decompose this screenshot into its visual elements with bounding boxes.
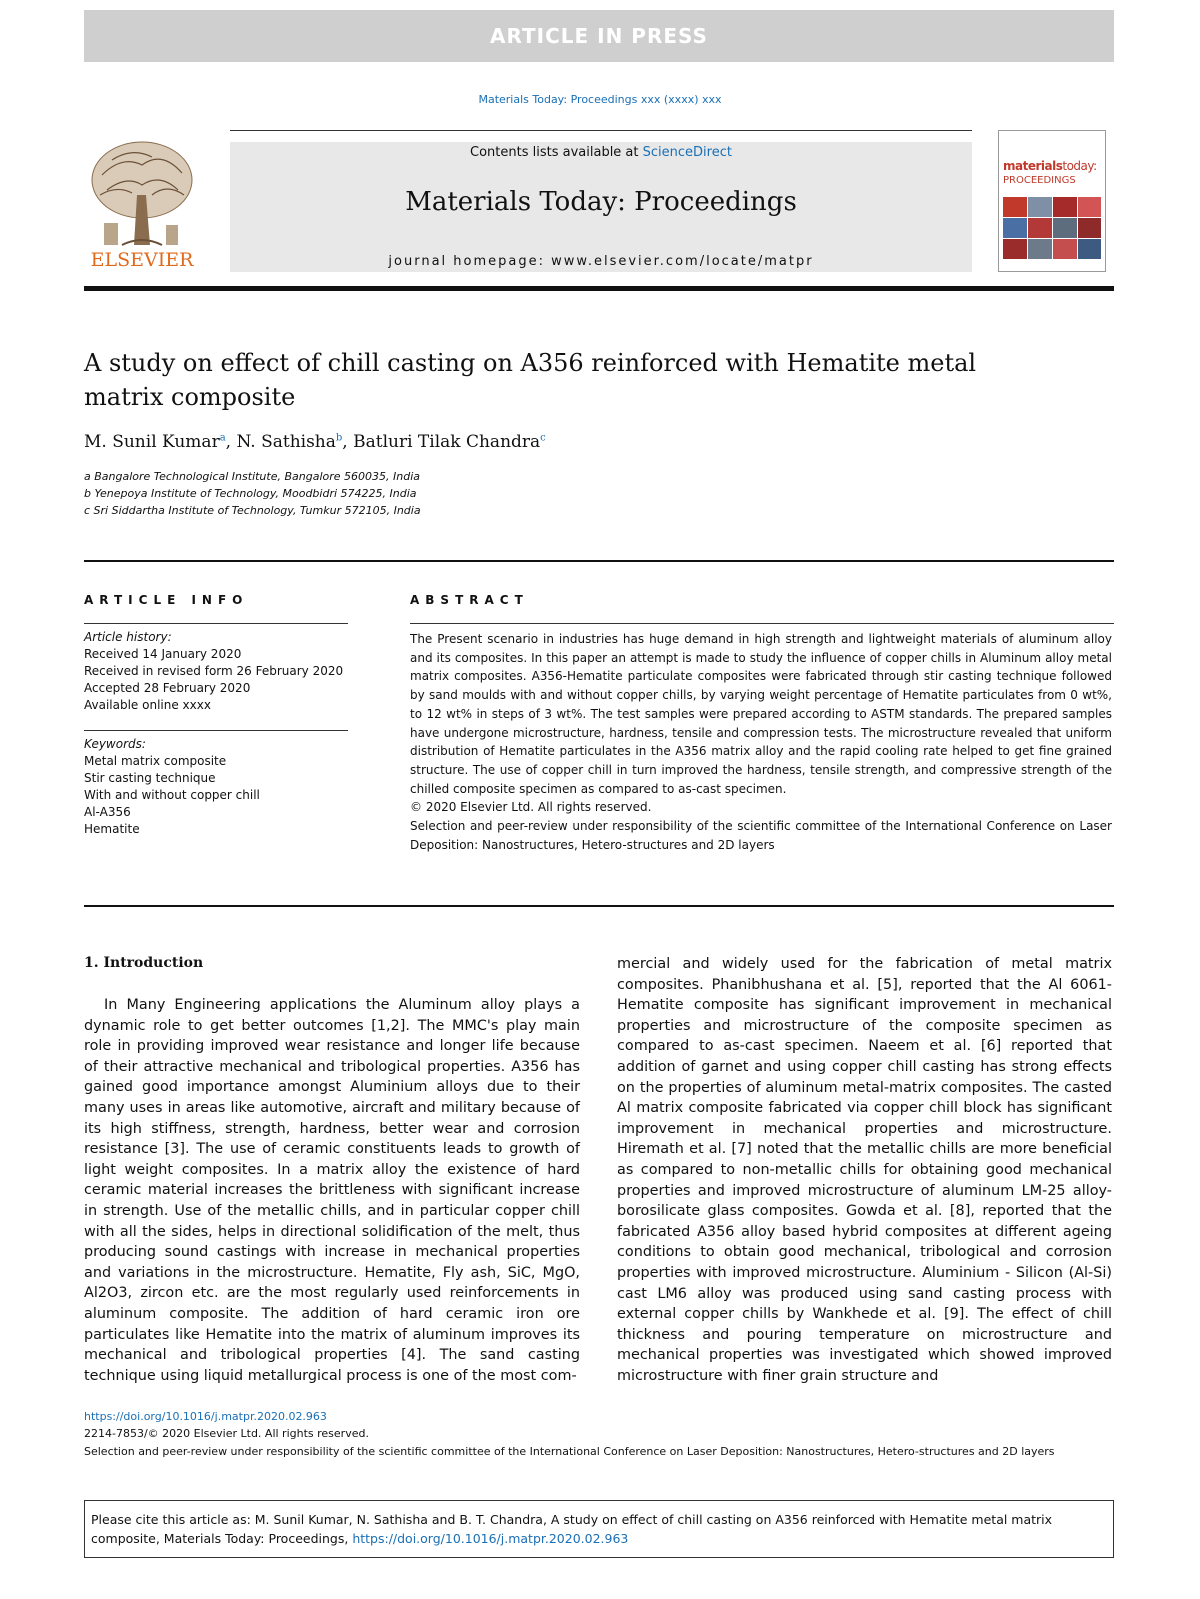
citation-text [91, 1510, 1107, 1548]
introduction-heading: 1. Introduction [84, 955, 204, 971]
abstract-paragraph: The Present scenario in industries has huge demand in high strength and lightweight materials of aluminum alloy and its composites. In this paper an attempt is made to study the influence of copper chills in Aluminum alloy metal matrix composites. A356-Hematite particulate composites were fabricated through stir casting technique followed by sand moulds with and without copper chills, by varying weight percentage of Hematite particulates from 0 wt%, to 12 wt% in steps of 3 wt%. The test samples were prepared according to ASTM standards. The prepared samples have undergone microstructure, hardness, tensile and compression tests. The microstructure revealed that uniform distribution of Hematite particulates in the A356 matrix alloy and the rapid cooling rate helped to get fine grained structure. The use of copper chill in turn improved the hardness, tensile strength, and compressive strength of the chilled composite specimen as compared to as-cast specimen. [410, 632, 1112, 796]
footer-selection-note: Selection and peer-review under responsibility of the scientific committee of the International Conference on Laser Deposition: Nanostructures, Hetero-structures and 2D layers [84, 1445, 1055, 1458]
citation-box [84, 1500, 1114, 1558]
issn-line: 2214-7853/© 2020 Elsevier Ltd. All rights reserved. [84, 1427, 369, 1440]
cover-title-bold: materials [1003, 159, 1063, 173]
journal-homepage[interactable]: journal homepage: www.elsevier.com/locate/matpr [388, 254, 814, 269]
affiliation-c: c Sri Siddartha Institute of Technology, Tumkur 572105, India [84, 504, 421, 517]
section-rule [84, 905, 1114, 907]
history-accepted: Accepted 28 February 2020 [84, 681, 251, 695]
keywords-rule [84, 730, 348, 731]
article-info-rule [84, 623, 348, 624]
abstract-copyright: © 2020 Elsevier Ltd. All rights reserved. [410, 800, 652, 815]
keyword: Metal matrix composite [84, 754, 227, 768]
author-list: M. Sunil Kumar$^a$, N. Sathisha$^b$, Batluri Tilak Chandra$^c$ [84, 432, 546, 452]
abstract-body [410, 630, 1112, 854]
history-online: Available online xxxx [84, 698, 211, 712]
abstract-rule [410, 623, 1114, 624]
cover-mosaic-icon [1003, 197, 1101, 261]
history-label: Article history: [84, 630, 172, 644]
journal-reference-link[interactable]: Materials Today: Proceedings xxx (xxxx) xxx [478, 93, 722, 106]
journal-header-box [230, 142, 972, 272]
elsevier-wordmark: ELSEVIER [90, 249, 194, 271]
cover-title [1003, 159, 1097, 173]
author-affil-marker[interactable]: a [219, 432, 226, 444]
article-in-press-banner [84, 10, 1114, 62]
author-affil-marker[interactable]: c [540, 432, 546, 444]
keyword: Stir casting technique [84, 771, 216, 785]
affiliation-b: b Yenepoya Institute of Technology, Moodbidri 574225, India [84, 487, 417, 500]
contents-line [230, 145, 972, 160]
citation-doi-link[interactable]: https://doi.org/10.1016/j.matpr.2020.02.963 [352, 1531, 629, 1546]
contents-prefix: Contents lists available at [470, 145, 643, 160]
cover-title-thin: today: [1062, 159, 1097, 173]
intro-right-column: mercial and widely used for the fabrication of metal matrix composites. Phanibhushana et al. [5], reported that the Al 6061-Hematite composite has significant improvement in mechanical properties and microstructure of the composite specimen as compared to as-cast specimen. Naeem et al. [6] reported that addition of garnet and using copper chill casting has strong effects on the properties of aluminum metal-matrix composites. The casted Al matrix composite fabricated via copper chill block has significant improvement in mechanical properties and microstructure. Hiremath et al. [7] noted that the metallic chills are more beneficial as compared to non-metallic chills for obtaining good mechanical properties and improved microstructure of aluminum LM-25 alloy-borosilicate glass composites. Gowda et al. [8], reported that the fabricated A356 alloy based hybrid composites at different ageing conditions to obtain good mechanical, tribological and corrosion properties with improved microstructure. Aluminium - Silicon (Al-Si) cast LM6 alloy was produced using sand casting process with external copper chills by Wankhede et al. [9]. The effect of chill thickness and pouring temperature on microstructure and mechanical properties was investigated which showed improved microstructure with finer grain structure and [617, 956, 1112, 1384]
keyword: Hematite [84, 822, 140, 836]
journal-cover-image [998, 130, 1106, 272]
intro-left-column: In Many Engineering applications the Aluminum alloy plays a dynamic role to get better outcomes [1,2]. The MMC's play main role in providing improved wear resistance and longer life because of their attractive mechanical and tribological properties. A356 has gained good importance amongst Aluminium alloys due to their many uses in areas like automotive, aircraft and military because of its high stiffness, strength, hardness, better wear and corrosion resistance [3]. The use of ceramic constituents leads to growth of light weight composites. In a matrix alloy the existence of hard ceramic material increases the brittleness with significant increase in strength. Use of the metallic chills, and in particular copper chill with all the sides, helps in directional solidification of the melt, thus producing sound castings with increase in mechanical properties and variations in the microstructure. Hematite, Fly ash, SiC, MgO, Al2O3, zircon etc. are the most regularly used reinforcements in aluminum composite. The addition of hard ceramic iron ore particulates like Hematite into the matrix of aluminum improves its mechanical and tribological properties [4]. The sand casting technique using liquid metallurgical process is one of the most com- [84, 997, 580, 1384]
journal-title: Materials Today: Proceedings [405, 187, 797, 217]
section-rule [84, 560, 1114, 562]
author-name[interactable]: M. Sunil Kumar [84, 432, 220, 452]
doi-link[interactable]: https://doi.org/10.1016/j.matpr.2020.02.963 [84, 1410, 327, 1423]
sciencedirect-link[interactable]: ScienceDirect [642, 145, 732, 160]
history-revised: Received in revised form 26 February 2020 [84, 664, 344, 678]
cover-subtitle: PROCEEDINGS [1003, 175, 1076, 186]
author-affil-marker[interactable]: b [335, 432, 343, 444]
keywords-label: Keywords: [84, 737, 146, 751]
abstract-selection: Selection and peer-review under responsibility of the scientific committee of the International Conference on Laser Deposition: Nanostructures, Hetero-structures and 2D layers [410, 819, 1112, 852]
affiliation-a: a Bangalore Technological Institute, Bangalore 560035, India [84, 470, 421, 483]
author-name[interactable]: N. Sathisha [236, 432, 336, 452]
citation-body: Please cite this article as: M. Sunil Kumar, N. Sathisha and B. T. Chandra, A study on effect of chill casting on A356 reinforced with Hematite metal matrix composite, Materials Today: Proceedings, [91, 1512, 1053, 1546]
keyword: Al-A356 [84, 805, 131, 819]
article-title: A study on effect of chill casting on A356 reinforced with Hematite metal matrix composite [84, 349, 977, 411]
header-top-rule [230, 130, 972, 131]
article-info-heading: ARTICLE INFO [84, 593, 249, 607]
abstract-heading: ABSTRACT [410, 593, 529, 607]
elsevier-logo [82, 135, 202, 275]
history-received: Received 14 January 2020 [84, 647, 242, 661]
article-in-press-label: ARTICLE IN PRESS [490, 24, 708, 48]
keyword: With and without copper chill [84, 788, 260, 802]
header-thick-rule [84, 286, 1114, 291]
author-name[interactable]: Batluri Tilak Chandra [353, 432, 541, 452]
